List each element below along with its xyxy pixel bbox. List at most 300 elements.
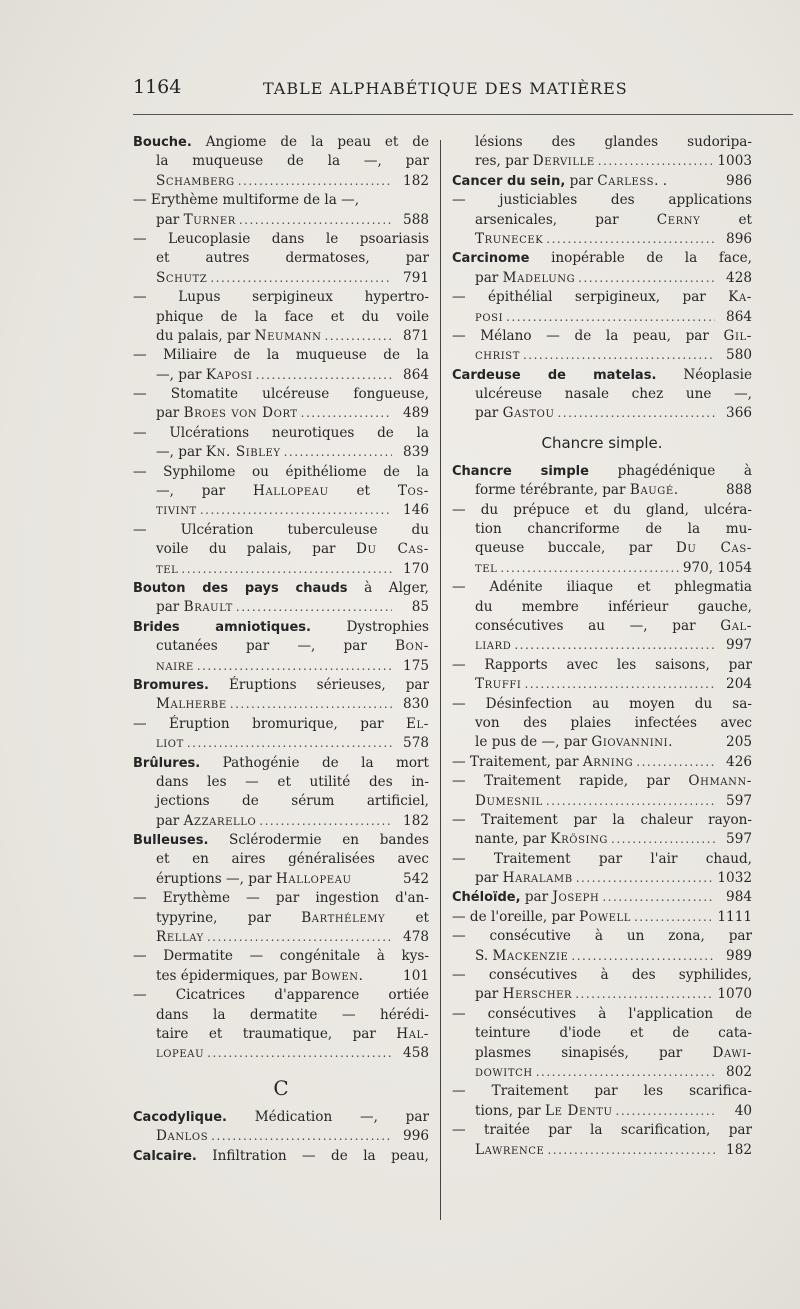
- entry-fragment: — Ulcération tuberculeuse du: [133, 521, 429, 538]
- entry-text: [475, 539, 752, 558]
- author-name: Du Cas-: [355, 541, 429, 558]
- column-divider: [440, 140, 441, 1220]
- entry-text: [475, 133, 752, 152]
- index-entry-line: [452, 792, 752, 811]
- entry-fragment: Néoplasie: [656, 366, 752, 383]
- entry-text: [156, 657, 194, 676]
- author-name: Mackenzie: [492, 947, 569, 964]
- entry-fragment: — Leucoplasie dans le psoariasis: [133, 230, 429, 247]
- author-name: Gil-: [723, 327, 752, 344]
- dot-leader: [239, 211, 392, 230]
- entry-text: [452, 462, 752, 481]
- entry-fragment: et autres dermatoses, par: [156, 250, 429, 267]
- entry-fragment: — Adénite iliaque et phlegmatia: [452, 579, 752, 596]
- section-heading: Chancre simple.: [541, 433, 663, 452]
- entry-fragment: Dystrophies: [311, 618, 429, 635]
- entry-fragment: — Traitement par la chaleur rayon-: [452, 811, 752, 828]
- dot-leader: [514, 636, 715, 655]
- author-name: Rellay: [156, 929, 204, 946]
- index-entry-line: [452, 211, 752, 230]
- entry-fragment: voile du palais, par: [156, 541, 356, 558]
- entry-fragment: .: [668, 734, 673, 751]
- index-entry-line: [133, 909, 429, 928]
- author-name: Madelung: [502, 269, 576, 286]
- index-entry-line: [452, 1121, 752, 1140]
- entry-text: [156, 152, 429, 171]
- index-entry-line: [133, 792, 429, 811]
- entry-fragment: du membre inférieur gauche,: [475, 598, 752, 615]
- entry-text: [475, 1063, 533, 1082]
- entry-text: [156, 327, 321, 346]
- entry-text: [156, 249, 429, 268]
- author-name: Broes von Dort: [183, 405, 298, 422]
- entry-fragment: — Éruption bromurique, par: [133, 715, 407, 732]
- page-reference: 864: [726, 308, 752, 325]
- entry-keyword: Bulleuses.: [133, 833, 209, 849]
- index-entry-line: [452, 172, 752, 191]
- page-reference: 588: [403, 211, 429, 228]
- entry-fragment: la muqueuse de la —, par: [156, 153, 429, 170]
- entry-text: [133, 618, 429, 637]
- entry-text: [475, 520, 752, 539]
- index-entry-line: [133, 308, 429, 327]
- entry-fragment: typyrine, par: [156, 909, 302, 926]
- entry-text: [452, 249, 752, 268]
- entry-text: [475, 308, 503, 327]
- entry-fragment: tion chancriforme de la mu-: [475, 521, 752, 538]
- author-name: Turner: [183, 211, 236, 228]
- entry-text: [156, 792, 429, 811]
- index-entry-line: [452, 366, 752, 385]
- index-entry-line: [133, 579, 429, 598]
- entry-fragment: — Traitement rapide, par: [452, 773, 689, 790]
- author-name: tel: [156, 560, 179, 577]
- entry-text: [133, 715, 429, 734]
- entry-text: [156, 909, 429, 928]
- author-name: Barthélemy: [301, 909, 386, 926]
- index-entry-line: [133, 346, 429, 365]
- dot-leader: [500, 559, 679, 578]
- author-name: Hallopeau: [275, 870, 352, 887]
- entry-fragment: — traitée par la scarification, par: [452, 1122, 752, 1139]
- entry-fragment: — Lupus serpigineux hypertro-: [133, 289, 429, 306]
- entry-fragment: — Syphilome ou épithéliome de la: [133, 463, 429, 480]
- entry-fragment: —, par: [156, 366, 206, 383]
- index-entry-line: [133, 501, 429, 520]
- entry-text: [133, 346, 429, 365]
- entry-text: [133, 1108, 429, 1127]
- entry-text: [475, 1024, 752, 1043]
- index-entry-line: [133, 754, 429, 773]
- index-entry-line: [452, 539, 752, 558]
- entry-text: [475, 792, 543, 811]
- dot-leader: [524, 675, 715, 694]
- entry-text: [452, 850, 752, 869]
- entry-text: [156, 501, 197, 520]
- page-reference: 366: [726, 405, 752, 422]
- entry-text: [475, 559, 497, 578]
- entry-keyword: Carcinome: [452, 251, 530, 267]
- entry-fragment: —, par: [156, 483, 253, 500]
- index-entry-line: [133, 773, 429, 792]
- page-reference: 580: [726, 347, 752, 364]
- entry-text: [452, 1121, 752, 1140]
- entry-text: [475, 1102, 613, 1121]
- entry-text: [452, 501, 752, 520]
- author-name: Derville: [532, 153, 595, 170]
- entry-text: [475, 1141, 544, 1160]
- page-reference: 888: [726, 482, 752, 499]
- entry-fragment: par: [475, 269, 503, 286]
- index-entry-line: [133, 657, 429, 676]
- entry-fragment: — Erythème — par ingestion d'an-: [133, 890, 429, 907]
- entry-fragment: .: [673, 482, 679, 499]
- index-entry-line: [452, 288, 752, 307]
- entry-fragment: — consécutive à un zona, par: [452, 928, 752, 945]
- page-reference: 85: [411, 599, 429, 616]
- entry-text: [133, 230, 429, 249]
- entry-fragment: par: [475, 870, 503, 887]
- author-name: Schutz: [156, 269, 208, 286]
- entry-text: [133, 754, 429, 773]
- entry-fragment: — justiciables des applications: [452, 192, 752, 209]
- page-reference: 101: [403, 967, 429, 984]
- dot-leader: [236, 598, 392, 617]
- entry-fragment: — Erythème multiforme de la —,: [133, 192, 360, 209]
- index-entry-line: [133, 443, 429, 462]
- entry-text: [475, 1044, 752, 1063]
- entry-text: [452, 888, 599, 907]
- entry-fragment: et: [700, 211, 752, 228]
- entry-fragment: arsenicales, par: [475, 211, 657, 228]
- entry-text: [156, 269, 207, 288]
- entry-text: [133, 521, 429, 540]
- entry-text: [156, 870, 352, 889]
- page-reference: 996: [403, 1128, 429, 1145]
- index-entry-line: [133, 152, 429, 171]
- author-name: Gal-: [720, 617, 752, 634]
- entry-fragment: inopérable de la face,: [529, 250, 752, 267]
- author-name: Kn. Sibley: [205, 444, 281, 461]
- page-number: 1164: [133, 76, 182, 98]
- index-entry-line: [133, 269, 429, 288]
- entry-text: [133, 889, 429, 908]
- index-entry-line: [452, 753, 752, 772]
- dot-leader: [181, 560, 392, 579]
- author-name: Azzarello: [183, 812, 257, 829]
- entry-text: [475, 385, 752, 404]
- entry-text: [156, 967, 363, 986]
- entry-text: [475, 269, 575, 288]
- index-entry-line: [133, 986, 429, 1005]
- author-name: dowitch: [475, 1063, 533, 1080]
- index-entry-line: [133, 1025, 429, 1044]
- dot-leader: [546, 230, 715, 249]
- page-title: TABLE ALPHABÉTIQUE DES MATIÈRES: [263, 79, 628, 98]
- index-entry-line: [133, 327, 429, 346]
- index-entry-line: [452, 598, 752, 617]
- entry-keyword: Calcaire.: [133, 1148, 197, 1164]
- index-entry-line: [133, 366, 429, 385]
- entry-fragment: — consécutives à l'application de: [452, 1005, 752, 1022]
- dot-leader: [324, 327, 392, 346]
- author-name: tel: [475, 559, 498, 576]
- author-name: naire: [156, 657, 194, 674]
- index-entry-line: [133, 695, 429, 714]
- entry-fragment: par: [520, 889, 553, 906]
- index-entry-line: [133, 967, 429, 986]
- author-name: Bowen: [311, 967, 359, 984]
- page-reference: 489: [403, 405, 429, 422]
- author-name: Hallopeau: [252, 483, 329, 500]
- dot-leader: [576, 869, 715, 888]
- index-entry-line: [133, 1127, 429, 1146]
- author-name: Schamberg: [156, 172, 235, 189]
- entry-fragment: et: [328, 483, 398, 500]
- page-reference: 597: [726, 792, 752, 809]
- entry-fragment: S.: [475, 947, 493, 964]
- index-entry-line: [133, 598, 429, 617]
- entry-fragment: cutanées par —, par: [156, 638, 396, 655]
- entry-text: [475, 230, 543, 249]
- author-name: Lawrence: [475, 1141, 545, 1158]
- entry-fragment: — consécutives à des syphilides,: [452, 967, 752, 984]
- entry-text: [452, 191, 752, 210]
- entry-keyword: Bouche.: [133, 135, 192, 150]
- dot-leader: [616, 1102, 716, 1121]
- entry-fragment: — Rapports avec les saisons, par: [452, 656, 752, 673]
- entry-keyword: Chancre simple: [452, 463, 589, 479]
- entry-text: [156, 172, 235, 191]
- dot-leader: [187, 734, 392, 753]
- index-entry-line: [452, 733, 752, 752]
- author-name: Ka-: [728, 289, 752, 306]
- entry-fragment: tions, par: [475, 1102, 545, 1119]
- entry-keyword: Brûlures.: [133, 755, 201, 771]
- index-entry-line: [452, 501, 752, 520]
- author-name: liot: [156, 735, 184, 752]
- index-entry-line: [452, 1102, 752, 1121]
- dot-leader: [611, 830, 715, 849]
- author-name: Herscher: [502, 986, 573, 1003]
- index-entry-line: [452, 462, 752, 481]
- author-name: Truffi: [475, 676, 522, 693]
- entry-fragment: — Cicatrices d'apparence ortiée: [133, 987, 429, 1004]
- index-entry-line: [452, 675, 752, 694]
- dot-leader: [575, 985, 714, 1004]
- entry-fragment: jections de sérum artificiel,: [156, 793, 429, 810]
- page-reference: 1111: [717, 908, 752, 925]
- entry-text: [133, 986, 429, 1005]
- entry-text: [475, 733, 672, 752]
- entry-fragment: par: [475, 405, 503, 422]
- entry-fragment: par: [156, 812, 184, 829]
- entry-text: [475, 636, 511, 655]
- entry-text: [475, 211, 752, 230]
- entry-fragment: .: [358, 967, 363, 984]
- entry-fragment: ulcéreuse nasale chez une —,: [475, 386, 752, 403]
- entry-text: [452, 578, 752, 597]
- dot-leader: [207, 928, 392, 947]
- index-entry-line: [133, 928, 429, 947]
- dot-leader: [200, 501, 392, 520]
- author-name: Hal-: [396, 1025, 429, 1042]
- entry-keyword: Cardeuse de matelas.: [452, 367, 657, 383]
- dot-leader: [301, 404, 392, 423]
- entry-fragment: Pathogénie de la mort: [200, 754, 429, 771]
- index-entry-line: [133, 230, 429, 249]
- entry-text: [133, 676, 429, 695]
- entry-text: [156, 1127, 208, 1146]
- index-entry-line: [452, 385, 752, 404]
- right-column: [452, 133, 752, 1160]
- page-reference: 478: [403, 929, 429, 946]
- entry-text: [156, 560, 178, 579]
- entry-fragment: — de l'oreille, par: [452, 908, 580, 925]
- dot-leader: [207, 1044, 392, 1063]
- dot-leader: [197, 657, 392, 676]
- dot-leader: [536, 1063, 715, 1082]
- entry-keyword: Cacodylique.: [133, 1109, 227, 1125]
- entry-fragment: le pus de —, par: [475, 734, 592, 751]
- entry-fragment: von des plaies infectées avec: [475, 714, 752, 731]
- page-reference: 146: [403, 502, 429, 519]
- entry-text: [452, 908, 631, 927]
- index-entry-line: [452, 888, 752, 907]
- page-reference: 986: [726, 172, 752, 189]
- page-reference: 542: [403, 870, 429, 887]
- page-reference: 170: [403, 560, 429, 577]
- index-entry-line: [133, 133, 429, 152]
- entry-fragment: à Alger,: [347, 579, 429, 596]
- index-entry-line: [452, 578, 752, 597]
- entry-keyword: Bouton des pays chauds: [133, 580, 348, 596]
- index-entry-line: [133, 850, 429, 869]
- entry-keyword: Cancer du sein,: [452, 173, 566, 189]
- author-name: Kaposi: [205, 366, 253, 383]
- entry-fragment: Médication —, par: [226, 1108, 429, 1125]
- entry-text: [452, 327, 752, 346]
- entry-fragment: lésions des glandes sudoripa-: [475, 134, 752, 150]
- index-entry-line: [133, 249, 429, 268]
- entry-fragment: — Désinfection au moyen du sa-: [452, 695, 752, 712]
- dot-leader: [598, 152, 715, 171]
- index-entry-line: [133, 812, 429, 831]
- dot-leader: [578, 269, 715, 288]
- entry-text: [156, 540, 429, 559]
- author-name: Gastou: [502, 405, 555, 422]
- entry-text: [452, 811, 752, 830]
- index-entry-line: [133, 540, 429, 559]
- page-reference: 182: [726, 1141, 752, 1158]
- dot-leader: [557, 404, 715, 423]
- index-entry-line: [452, 1141, 752, 1160]
- entry-text: [452, 656, 752, 675]
- index-entry-line: [452, 481, 752, 500]
- entry-fragment: . .: [654, 172, 668, 189]
- index-entry-line: [133, 1147, 429, 1166]
- index-entry-line: [452, 1024, 752, 1043]
- index-entry-line: [133, 831, 429, 850]
- entry-fragment: —, par: [156, 444, 206, 461]
- page-reference: 204: [726, 676, 752, 693]
- author-name: lopeau: [156, 1045, 205, 1062]
- page-reference: 989: [726, 947, 752, 964]
- index-entry-line: [452, 327, 752, 346]
- entry-fragment: — Dermatite — congénitale à kys-: [133, 948, 429, 965]
- dot-leader: [238, 172, 392, 191]
- author-name: christ: [475, 347, 520, 364]
- index-entry-line: [452, 811, 752, 830]
- page-reference: 182: [403, 812, 429, 829]
- entry-fragment: phique de la face et du voile: [156, 308, 429, 325]
- index-entry-line: [133, 676, 429, 695]
- index-entry-line: [452, 559, 752, 578]
- entry-text: [156, 695, 227, 714]
- index-entry-line: [133, 211, 429, 230]
- author-name: Arning: [582, 753, 634, 770]
- entry-text: [156, 928, 204, 947]
- page-reference: 40: [734, 1102, 752, 1119]
- dot-leader: [547, 1141, 715, 1160]
- index-entry-line: [452, 1005, 752, 1024]
- author-name: Dumesnil: [475, 792, 543, 809]
- entry-fragment: — du prépuce et du gland, ulcéra-: [452, 501, 752, 518]
- index-entry-line: [133, 947, 429, 966]
- page-reference: 205: [726, 734, 752, 751]
- dot-leader: [210, 269, 392, 288]
- index-entry-line: [452, 308, 752, 327]
- entry-text: [452, 288, 752, 307]
- entry-text: [156, 773, 429, 792]
- entry-fragment: — Ulcérations neurotiques de la: [133, 424, 429, 441]
- index-entry-line: [452, 152, 752, 171]
- author-name: Bon-: [395, 638, 429, 655]
- index-entry-line: [133, 424, 429, 443]
- entry-text: [156, 598, 233, 617]
- dot-leader: [259, 812, 392, 831]
- entry-fragment: res, par: [475, 153, 533, 170]
- entry-fragment: queuse buccale, par: [475, 540, 676, 557]
- dot-leader: [523, 346, 715, 365]
- entry-fragment: nante, par: [475, 831, 551, 848]
- entry-fragment: — Traitement par les scarifica-: [452, 1083, 752, 1100]
- index-entry-line: [133, 191, 429, 210]
- index-entry-line: [452, 656, 752, 675]
- page-reference: 458: [403, 1045, 429, 1062]
- page-reference: 182: [403, 172, 429, 189]
- page-reference: 597: [726, 831, 752, 848]
- left-column: [133, 133, 429, 1166]
- entry-text: [133, 1147, 429, 1166]
- index-entry-line: [452, 714, 752, 733]
- index-entry-line: [452, 636, 752, 655]
- page-reference: 830: [403, 696, 429, 713]
- entry-text: [133, 133, 429, 152]
- index-entry-line: [452, 947, 752, 966]
- entry-text: [475, 617, 752, 636]
- index-entry-line: [452, 1044, 752, 1063]
- author-name: El-: [406, 715, 429, 732]
- page-reference: 1070: [717, 986, 752, 1003]
- page-reference: 871: [403, 327, 429, 344]
- entry-text: [156, 443, 281, 462]
- entry-text: [475, 152, 595, 171]
- entry-text: [156, 211, 236, 230]
- entry-fragment: — Traitement, par: [452, 753, 583, 770]
- index-entry-line: [133, 637, 429, 656]
- entry-text: [133, 579, 429, 598]
